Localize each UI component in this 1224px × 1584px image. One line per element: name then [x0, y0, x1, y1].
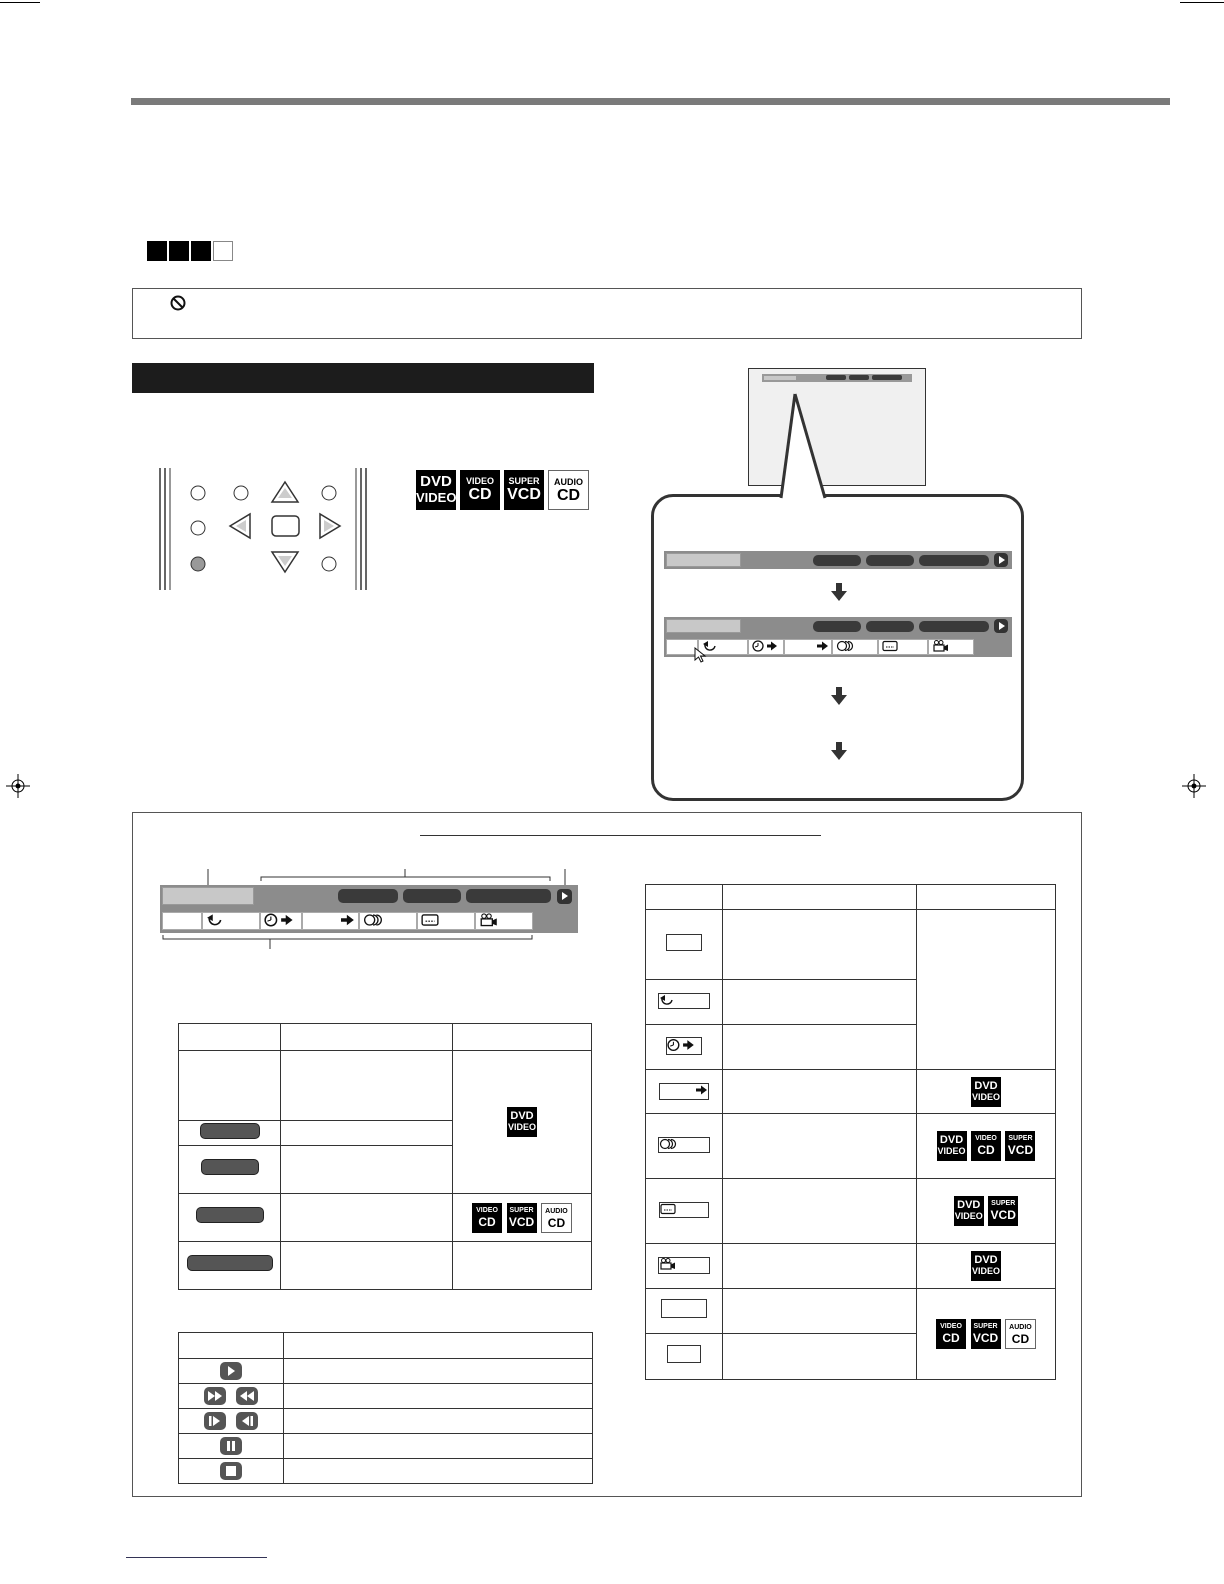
video-cd-logo: VIDEO CD — [936, 1319, 966, 1349]
box-title-underline — [420, 835, 821, 836]
repeat-field-icon — [658, 993, 710, 1009]
progress-square-filled — [169, 241, 189, 261]
progress-square-filled — [191, 241, 211, 261]
blank-field-icon — [667, 1345, 701, 1363]
screen-osd-pill — [872, 375, 902, 380]
arrow-down-icon — [831, 687, 847, 705]
osd-pill — [919, 555, 989, 566]
slow-reverse-icon — [236, 1412, 258, 1430]
audio-icon — [363, 913, 383, 927]
subtitle-icon — [660, 1203, 676, 1215]
dvd-video-logo: DVD VIDEO — [971, 1077, 1001, 1107]
dvd-video-logo: DVD VIDEO — [937, 1131, 967, 1161]
status-bar-table — [178, 1023, 592, 1290]
super-vcd-logo: SUPER VCD — [507, 1203, 537, 1233]
osd-cell-angle — [928, 639, 974, 655]
osd-cell-audio — [832, 639, 878, 655]
audio-icon — [836, 640, 854, 652]
osd-diagram-pill — [466, 889, 551, 903]
crop-mark-top-left — [0, 2, 40, 3]
super-vcd-logo: SUPER VCD — [504, 470, 544, 510]
camera-icon — [932, 640, 950, 652]
dvd-video-logo: DVD VIDEO — [971, 1251, 1001, 1281]
video-cd-logo: VIDEO CD — [971, 1131, 1001, 1161]
registration-mark — [6, 774, 30, 798]
clock-arrow-icon — [264, 913, 296, 927]
section-heading-bar — [132, 363, 594, 393]
osd-diagram-cell-audio — [359, 912, 417, 930]
repeat-icon — [206, 913, 224, 927]
osd-pill — [813, 555, 861, 566]
osd-cell-chapter — [784, 639, 832, 655]
super-vcd-logo: SUPER VCD — [1005, 1131, 1035, 1161]
stop-icon — [220, 1462, 242, 1480]
video-cd-logo: VIDEO CD — [472, 1203, 502, 1233]
screen-osd-pill — [826, 375, 846, 380]
arrow-right-icon — [341, 913, 355, 927]
osd-pill — [919, 621, 989, 632]
callout-bubble — [651, 494, 1024, 801]
osd-cell-time — [748, 639, 784, 655]
osd-diagram-cell-repeat — [202, 912, 260, 930]
super-vcd-logo: SUPER VCD — [971, 1319, 1001, 1349]
note-box — [132, 288, 1082, 339]
remote-control-illustration — [158, 468, 368, 590]
camera-icon — [479, 913, 499, 927]
crop-mark-top-right — [1180, 2, 1224, 3]
audio-field-icon — [658, 1137, 710, 1153]
dvd-video-logo: DVD VIDEO — [416, 470, 456, 510]
progress-square-filled — [147, 241, 167, 261]
osd-diagram-pill — [338, 889, 398, 903]
play-icon — [220, 1362, 242, 1380]
chapter-search-field-icon — [659, 1083, 709, 1100]
dvd-video-logo: DVD VIDEO — [507, 1107, 537, 1137]
fast-forward-icon — [204, 1387, 226, 1405]
blank-field-icon — [661, 1299, 707, 1318]
osd-diagram-time-field — [162, 887, 254, 905]
prohibited-icon — [170, 295, 186, 311]
clock-arrow-icon — [752, 640, 780, 652]
arrow-right-icon — [817, 640, 829, 652]
screen-osd-pill — [849, 375, 869, 380]
playback-status-table — [178, 1332, 593, 1484]
slow-forward-icon — [204, 1412, 226, 1430]
callout-pointer — [775, 392, 831, 502]
osd-time-field — [666, 619, 741, 633]
track-pill-icon — [196, 1207, 264, 1223]
super-vcd-logo: SUPER VCD — [988, 1196, 1018, 1226]
angle-field-icon — [658, 1257, 710, 1274]
play-icon — [994, 553, 1008, 567]
osd-pill — [866, 621, 914, 632]
osd-diagram-pill — [403, 889, 461, 903]
arrow-down-icon — [831, 742, 847, 760]
chapter-pill-icon — [201, 1159, 259, 1175]
screen-osd-field — [763, 375, 797, 381]
osd-time-field — [666, 553, 741, 567]
play-icon — [557, 889, 572, 904]
video-cd-logo: VIDEO CD — [460, 470, 500, 510]
osd-pill — [813, 621, 861, 632]
osd-pill — [866, 555, 914, 566]
arrow-down-icon — [831, 583, 847, 601]
fast-reverse-icon — [236, 1387, 258, 1405]
osd-diagram-cell-time — [260, 912, 302, 930]
play-icon — [994, 619, 1008, 633]
registration-mark — [1182, 774, 1206, 798]
camera-icon — [659, 1258, 677, 1270]
subtitle-icon — [882, 640, 898, 652]
osd-diagram-cell — [162, 912, 202, 930]
blank-field-icon — [666, 934, 702, 951]
title-pill-icon — [200, 1123, 260, 1139]
footer-rule — [126, 1557, 267, 1558]
time-search-field-icon — [666, 1037, 702, 1055]
osd-diagram-cell-subtitle — [417, 912, 475, 930]
header-rule — [131, 98, 1170, 105]
progress-squares — [147, 241, 235, 261]
audio-cd-logo: AUDIO CD — [548, 470, 589, 510]
clock-arrow-icon — [667, 1038, 697, 1052]
osd-diagram-cell-chapter — [302, 912, 359, 930]
osd-diagram-cell-angle — [475, 912, 533, 930]
osd-cell-subtitle — [878, 639, 928, 655]
audio-cd-logo: AUDIO CD — [1005, 1319, 1036, 1349]
menu-bar-items-table — [645, 884, 1056, 1380]
repeat-icon — [659, 994, 675, 1006]
pause-icon — [220, 1437, 242, 1455]
audio-icon — [659, 1138, 677, 1150]
dvd-video-logo: DVD VIDEO — [954, 1196, 984, 1226]
pointer-cursor-icon — [694, 647, 708, 663]
progress-square-empty — [213, 241, 233, 261]
subtitle-field-icon — [659, 1202, 709, 1218]
subtitle-icon — [421, 913, 439, 927]
time-pill-icon — [187, 1255, 273, 1271]
audio-cd-logo: AUDIO CD — [541, 1203, 572, 1233]
arrow-right-icon — [696, 1084, 708, 1096]
